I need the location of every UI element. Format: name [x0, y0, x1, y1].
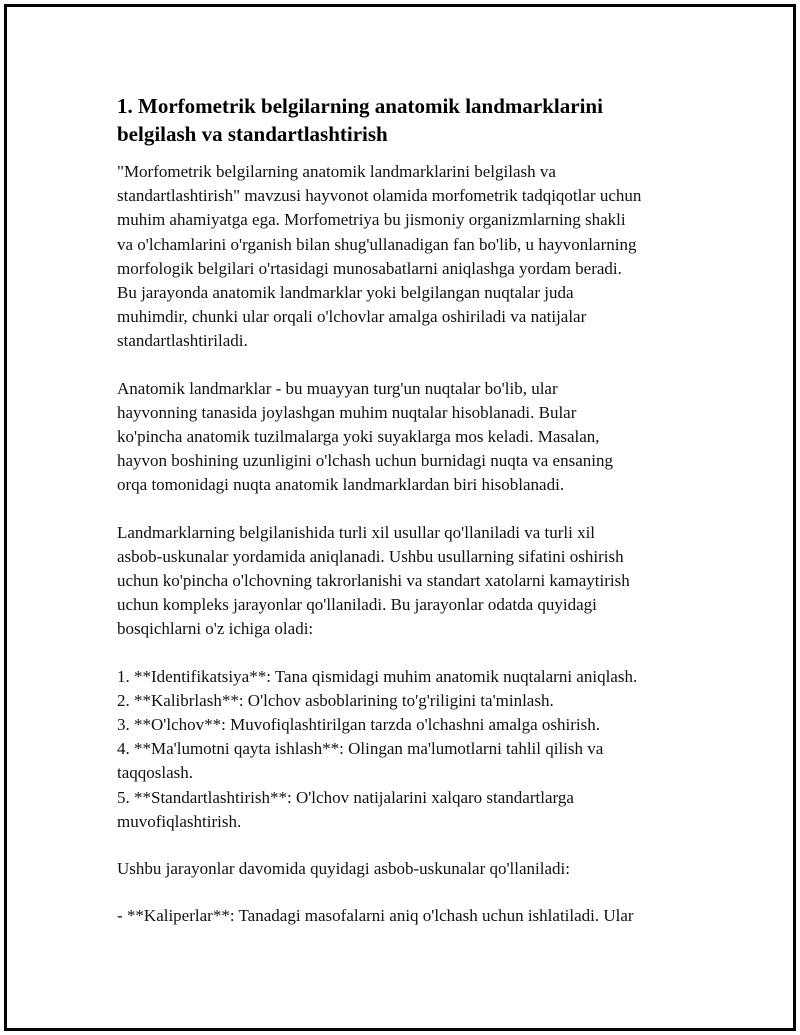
heading-line-2: belgilash va standartlashtirish — [117, 122, 388, 146]
landmarks-paragraph: Anatomik landmarklar - bu muayyan turg'un nuqtalar bo'lib, ular hayvonning tanasida joylashgan muhim nuqtalar hisoblanadi. Bular ko'pincha anatomik tuzilmalarga yoki suyaklarga mos keladi. Masalan, hayvon boshining uzunligini o'lchash uchun burnidagi nuqta va ensaning orqa tomonidagi nuqta anatomik landmarklardan biri hisoblanadi. — [117, 378, 613, 495]
document-body — [117, 92, 697, 928]
section-heading — [117, 92, 697, 148]
heading-line-1: 1. Morfometrik belgilarning anatomik landmarklarini — [117, 94, 603, 118]
intro-paragraph: "Morfometrik belgilarning anatomik landmarklarini belgilash va standartlashtirish" mavzusi hayvonot olamida morfometrik tadqiqotlar uchun muhim ahamiyatga ega. Morfometriya bu jismoniy organizmlarning shakli va o'lchamlarini o'rganish bilan shug'ullanadigan fan bo'lib, u hayvonlarning morfologik belgilari o'rtasidagi munosabatlarni aniqlashga yordam beradi. Bu jarayonda anatomik landmarklar yoki belgilangan nuqtalar juda muhimdir, chunki ular orqali o'lchovlar amalga oshiriladi va natijalar standartlashtiriladi. — [117, 162, 642, 351]
tools-intro-paragraph: Ushbu jarayonlar davomida quyidagi asbob-uskunalar qo'llaniladi: — [117, 859, 570, 879]
methods-paragraph: Landmarklarning belgilanishida turli xil usullar qo'llaniladi va turli xil asbob-uskunalar yordamida aniqlanadi. Ushbu usullarning sifatini oshirish uchun ko'pincha o'lchovning takrorlanishi va standart xatolarni kamaytirish uchun kompleks jarayonlar qo'llaniladi. Bu jarayonlar odatda quyidagi bosqichlarni o'z ichiga oladi: — [117, 522, 630, 639]
tools-list-item: - **Kaliperlar**: Tanadagi masofalarni aniq o'lchash uchun ishlatiladi. Ular — [117, 906, 634, 926]
steps-list: 1. **Identifikatsiya**: Tana qismidagi muhim anatomik nuqtalarni aniqlash. 2. **Kalibrlash**: O'lchov asboblarining to'g'riligini ta'minlash. 3. **O'lchov**: Muvofiqlashtirilgan tarzda o'lchashni amalga oshirish. 4. **Ma'lumotni qayta ishlash**: Olingan ma'lumotlarni tahlil qilish va taqqoslash. 5. **Standartlashtirish**: O'lchov natijalarini xalqaro standartlarga muvofiqlashtirish. — [117, 666, 638, 831]
